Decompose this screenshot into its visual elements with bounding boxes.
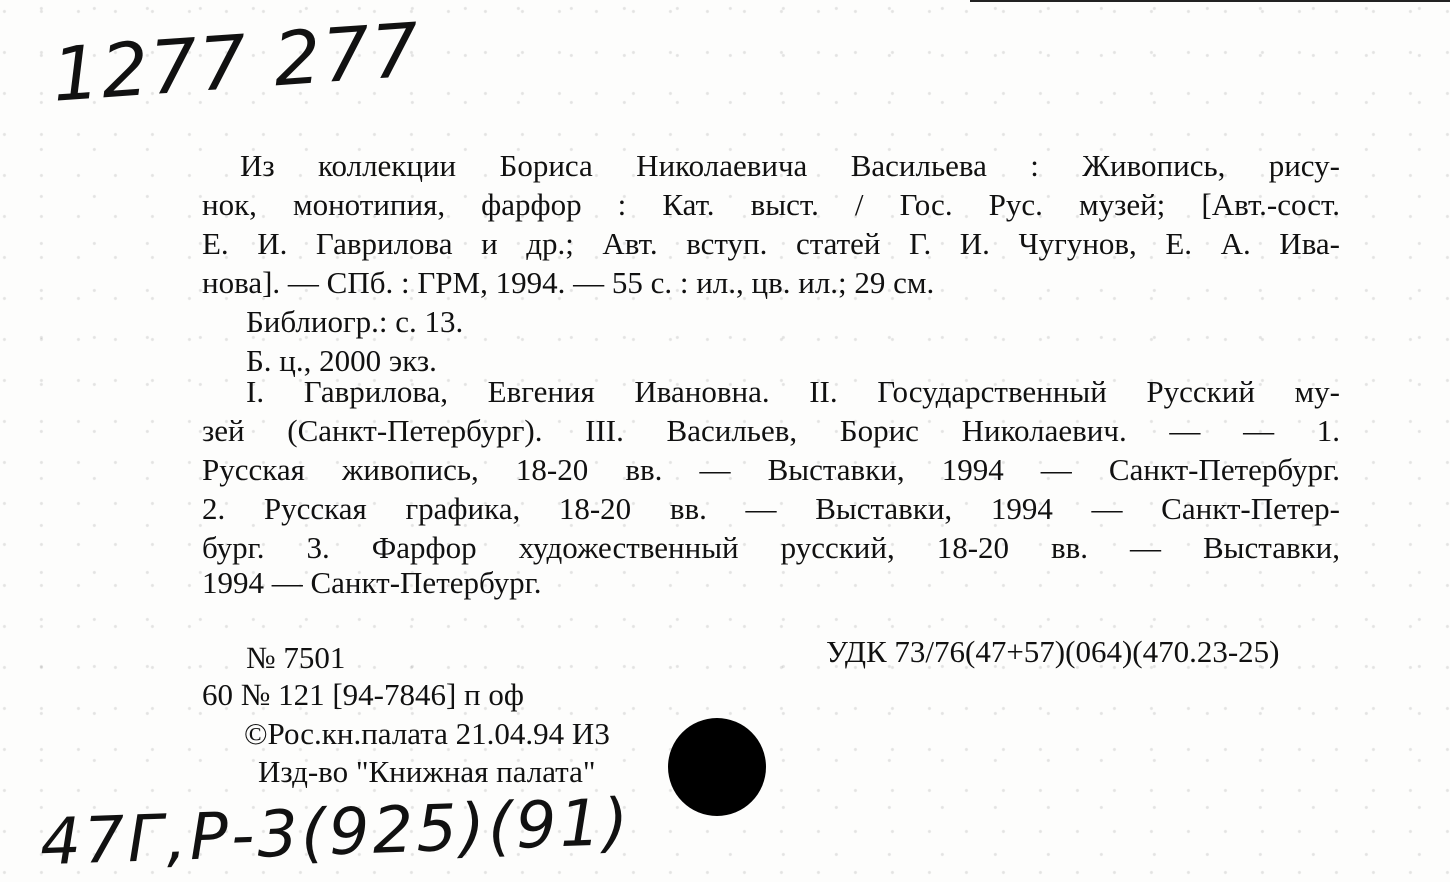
card-number: № 7501 (246, 640, 346, 675)
copyright-line: ©Рос.кн.палата 21.04.94 И3 (244, 716, 610, 751)
entry-line-9: Русская живопись, 18-20 вв. — Выставки, 1994 — Санкт-Петербург. (202, 452, 1340, 487)
entry-line-1: Из коллекции Бориса Николаевича Васильева : Живопись, рису- (240, 148, 1340, 183)
entry-line-2: нок, монотипия, фарфор : Кат. выст. / Гос. Рус. музей; [Авт.-сост. (202, 187, 1340, 222)
udk-code: УДК 73/76(47+57)(064)(470.23-25) (826, 634, 1280, 669)
publisher-line: Изд-во "Книжная палата" (258, 754, 596, 789)
entry-line-6: Б. ц., 2000 экз. (246, 343, 437, 378)
order-line: 60 № 121 [94-7846] п оф (202, 677, 524, 712)
entry-line-12: 1994 — Санкт-Петербург. (202, 565, 542, 600)
punch-hole (668, 718, 766, 816)
handwritten-top-number: 1277 277 (49, 7, 424, 119)
entry-line-5: Библиогр.: с. 13. (246, 304, 464, 339)
card-edge-line (970, 0, 1450, 2)
handwritten-bottom-number: 47Г,Р-3(925)(91) (38, 785, 633, 881)
entry-line-10: 2. Русская графика, 18-20 вв. — Выставки, 1994 — Санкт-Петер- (202, 491, 1340, 526)
entry-line-11: бург. 3. Фарфор художественный русский, 18-20 вв. — Выставки, (202, 530, 1340, 565)
entry-line-3: Е. И. Гаврилова и др.; Авт. вступ. статей Г. И. Чугунов, Е. А. Ива- (202, 226, 1340, 261)
entry-line-8: зей (Санкт-Петербург). III. Васильев, Борис Николаевич. — — 1. (202, 413, 1340, 448)
entry-line-4: нова]. — СПб. : ГРМ, 1994. — 55 с. : ил., цв. ил.; 29 см. (202, 265, 935, 300)
entry-line-7: I. Гаврилова, Евгения Ивановна. II. Государственный Русский му- (246, 374, 1340, 409)
